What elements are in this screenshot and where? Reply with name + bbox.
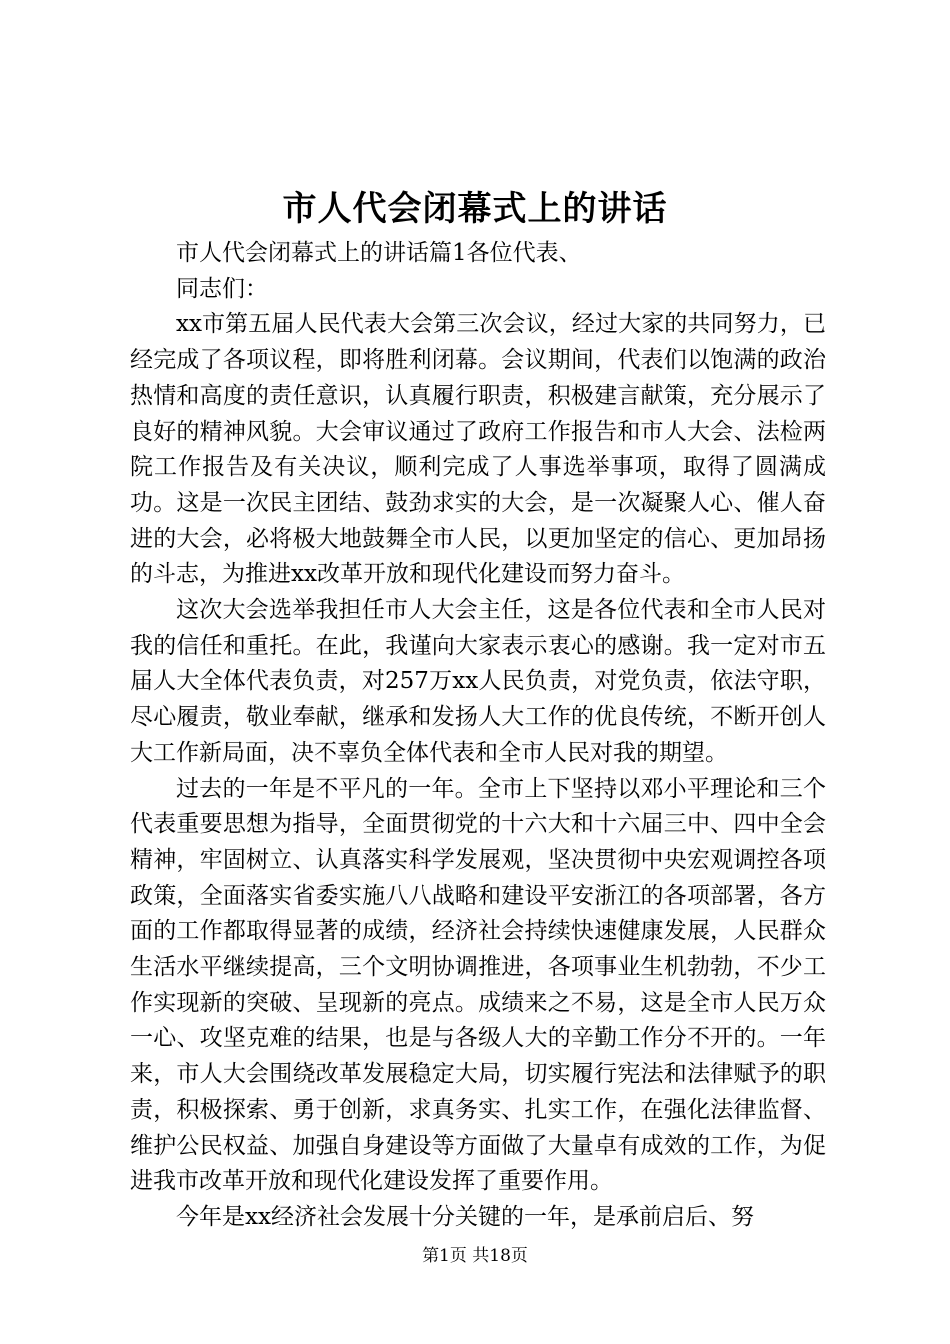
paragraph-4: 今年是xx经济社会发展十分关键的一年，是承前启后、努	[176, 1203, 754, 1230]
paragraph-salutation: 同志们：	[176, 275, 268, 302]
document-title: 市人代会闭幕式上的讲话	[282, 189, 668, 229]
paragraph-2: 这次大会选举我担任市人大会主任，这是各位代表和全市人民对我的信任和重托。在此，我谨向大家表示衷心的感谢。我一定对市五届人大全体代表负责，对257万xx人民负责，对党负责，依法守职，尽心履责，敬业奉献，继承和发扬人大工作的优良传统，不断开创人大工作新局面，决不辜负全体代表和全市人民对我的期望。	[130, 597, 826, 766]
paragraph-heading-line: 市人代会闭幕式上的讲话篇1各位代表、	[176, 240, 582, 266]
paragraph-3: 过去的一年是不平凡的一年。全市上下坚持以邓小平理论和三个代表重要思想为指导，全面贯彻党的十六大和十六届三中、四中全会精神，牢固树立、认真落实科学发展观，坚决贯彻中央宏观调控各项政策，全面落实省委实施八八战略和建设平安浙江的各项部署，各方面的工作都取得显著的成绩，经济社会持续快速健康发展，人民群众生活水平继续提高，三个文明协调推进，各项事业生机勃勃，不少工作实现新的突破、呈现新的亮点。成绩来之不易，这是全市人民万众一心、攻坚克难的结果，也是与各级人大的辛勤工作分不开的。一年来，市人大会围绕改革发展稳定大局，切实履行宪法和法律赋予的职责，积极探索、勇于创新，求真务实、扎实工作，在强化法律监督、维护公民权益、加强自身建设等方面做了大量卓有成效的工作，为促进我市改革开放和现代化建设发挥了重要作用。	[130, 775, 826, 1195]
page-number-footer: 第1页 共18页	[422, 1246, 528, 1266]
paragraph-1: xx市第五届人民代表大会第三次会议，经过大家的共同努力，已经完成了各项议程，即将胜利闭幕。会议期间，代表们以饱满的政治热情和高度的责任意识，认真履行职责，积极建言献策，充分展示了良好的精神风貌。大会审议通过了政府工作报告和市人大会、法检两院工作报告及有关决议，顺利完成了人事选举事项，取得了圆满成功。这是一次民主团结、鼓劲求实的大会，是一次凝聚人心、催人奋进的大会，必将极大地鼓舞全市人民，以更加坚定的信心、更加昂扬的斗志，为推进xx改革开放和现代化建设而努力奋斗。	[130, 311, 826, 588]
document-body	[130, 236, 826, 1236]
